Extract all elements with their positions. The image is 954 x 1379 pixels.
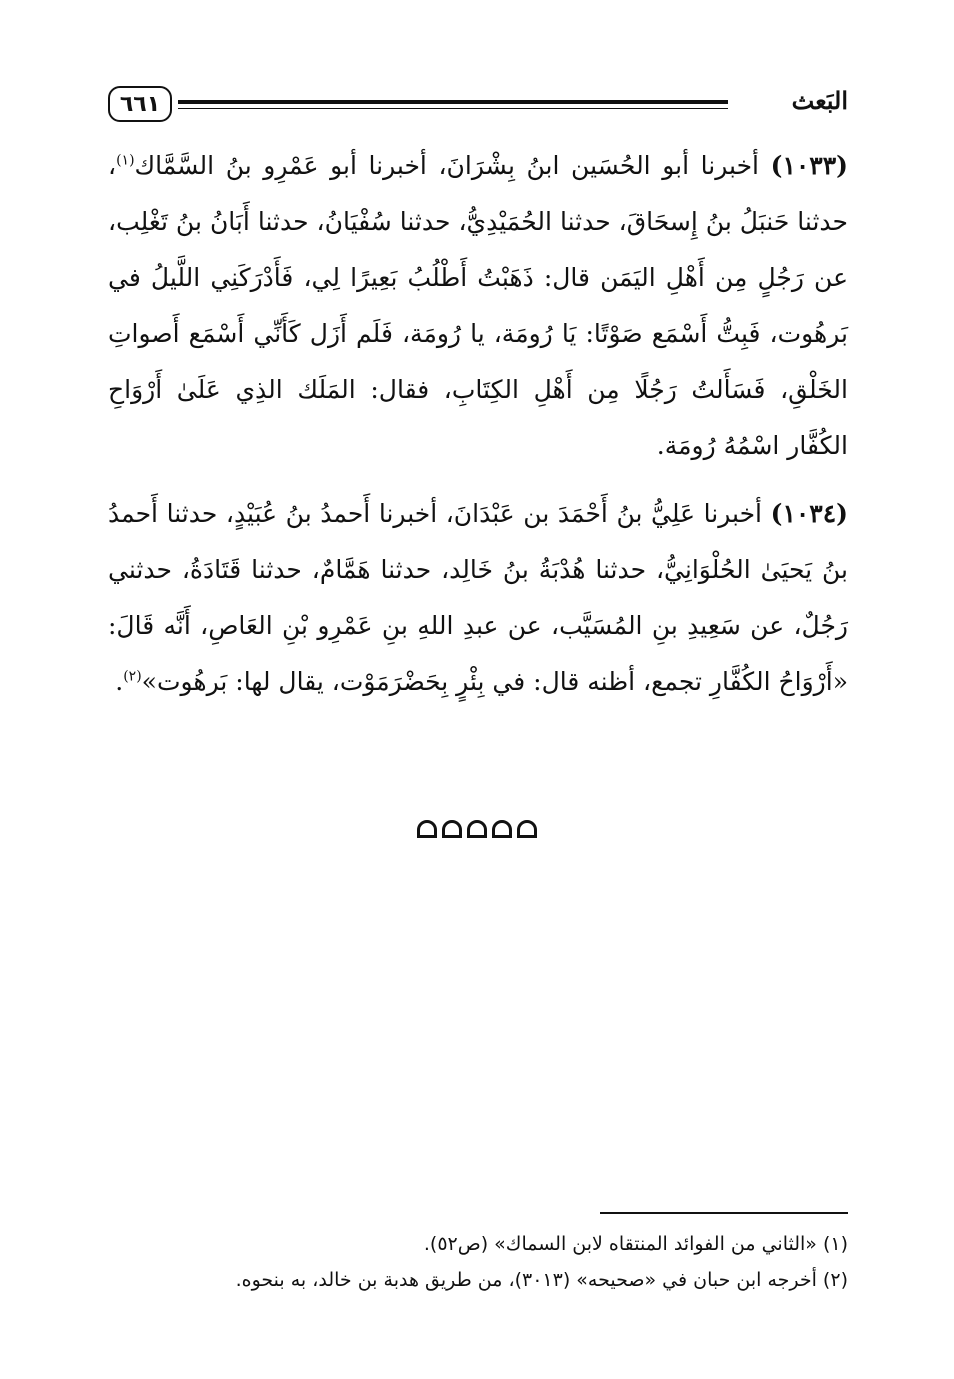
hadith-paragraph xyxy=(108,486,848,710)
hadith-text: أخبرنا عَلِيُّ بنُ أَحْمَدَ بن عَبْدَانَ، أخبرنا أَحمدُ بنُ عُبَيْدٍ، حدثنا أَحمدُ بنُ يَحيَىٰ الحُلْوَانِيُّ، حدثنا هُدْبَةُ بنُ خَالِد، حدثنا هَمَّامٌ، حدثنا قَتَادَةُ، حدثني رَجُلٌ، عن سَعِيدِ بنِ المُسَيَّب، عن عبدِ اللهِ بنِ عَمْرِو بْنِ العَاصِ، أَنَّه قَالَ: «أَرْوَاحُ الكُفَّارِ تجمع، أظنه قال: في بِئْرٍ بِحَضْرَمَوْت، يقال لها: بَرهُوت» xyxy=(108,499,848,696)
ornament-icon xyxy=(417,820,437,838)
page-number: ٦٦١ xyxy=(108,86,172,122)
header-rule-thin xyxy=(178,108,728,109)
hadith-number: (١٠٣٣) xyxy=(770,151,848,180)
footnote-rule xyxy=(600,1212,848,1214)
footnotes xyxy=(108,1226,848,1298)
footnote: (١) «الثاني من الفوائد المنتقاه لابن السماك» (ص٥٢). xyxy=(423,1233,848,1255)
section-ornament xyxy=(0,820,954,860)
ornament-icon xyxy=(442,820,462,838)
hadith-paragraph xyxy=(108,138,848,474)
hadith-text: أخبرنا أبو الحُسَين ابنُ بِشْرَانَ، أخبرنا أبو عَمْرِو بنُ السَّمَّاك xyxy=(134,151,771,180)
header-rule xyxy=(178,100,728,104)
ornament-icon xyxy=(517,820,537,838)
hadith-text-continued: . xyxy=(115,667,124,696)
page-header xyxy=(108,86,848,126)
hadith-number: (١٠٣٤) xyxy=(770,499,848,528)
footnote-ref: (٢) xyxy=(123,668,142,685)
ornament-icon xyxy=(492,820,512,838)
main-text xyxy=(108,138,848,722)
ornament-icon xyxy=(467,820,487,838)
footnote: (٢) أخرجه ابن حبان في «صحيحه» (٣٠١٣)، من طريق هدبة بن خالد، به بنحوه. xyxy=(235,1269,848,1291)
hadith-text-continued: ، حدثنا حَنبَلُ بنُ إِسحَاقَ، حدثنا الحُمَيْدِيُّ، حدثنا سُفْيَانُ، حدثنا أَبَانُ بنُ تَغْلِب، عن رَجُلٍ مِن أَهْلِ اليَمَن قال: ذَهَبْتُ أَطْلُبُ بَعِيرًا لِي، فَأَدْرَكَنِي اللَّيلُ في بَرهُوت، فَبِتُّ أَسْمَع صَوْتًا: يَا رُومَة، يا رُومَة، فَلَم أَزَل كَأَنِّي أَسْمَع أَصواتِ الخَلْقِ، فَسَأَلتُ رَجُلًا مِن أَهْلِ الكِتَابِ، فقال: المَلَك الذِي عَلَىٰ أَرْوَاحِ الكُفَّار اسْمُهُ رُومَة. xyxy=(108,151,848,460)
footnote-ref: (١) xyxy=(116,152,135,169)
running-head: البَعث xyxy=(791,86,848,115)
